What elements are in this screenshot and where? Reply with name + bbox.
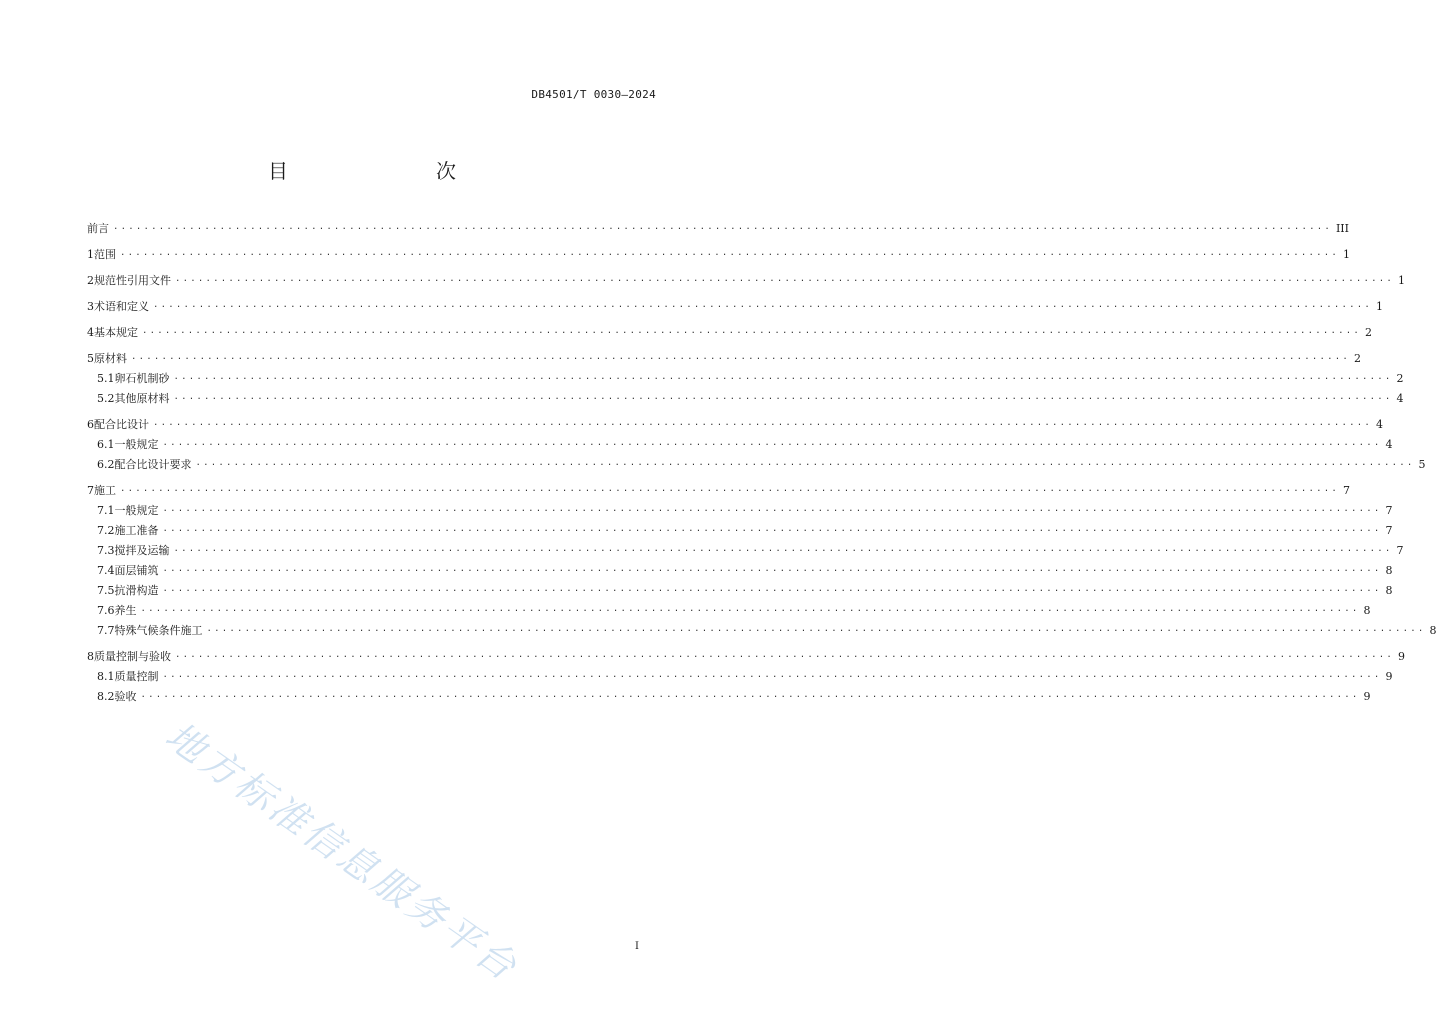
toc-entry-page: 8	[1429, 624, 1436, 637]
toc-leader-dots: ................................................................................................................................................................	[131, 352, 1350, 362]
toc-leader-dots: ................................................................................................................................................................	[162, 504, 1382, 514]
toc-entry-label: 配合比设计要求	[114, 458, 192, 471]
standard-code: DB4501/T 0030—2024	[531, 88, 656, 101]
toc-leader-dots: ................................................................................................................................................................	[153, 300, 1372, 310]
toc-entry-number: 1	[87, 248, 94, 261]
toc-entry-label: 面层铺筑	[114, 564, 159, 577]
toc-leader-dots: ................................................................................................................................................................	[175, 274, 1394, 284]
toc-entry-label: 抗滑构造	[114, 584, 159, 597]
toc-leader-dots: ................................................................................................................................................................	[173, 544, 1393, 554]
toc-entry-number: 7.1	[97, 504, 115, 517]
toc-entry-label: 卵石机制砂	[114, 372, 170, 385]
toc-entry-page: 7	[1385, 504, 1393, 517]
toc-entry-number: 7.5	[97, 584, 115, 597]
toc-entry-number: 7.7	[97, 624, 115, 637]
toc-entry-page: 8	[1385, 564, 1393, 577]
toc-entry-number: 5.2	[97, 392, 115, 405]
toc-entry-label: 其他原材料	[114, 392, 170, 405]
toc-entry-number: 5	[87, 352, 94, 365]
toc-title: 目 次	[268, 159, 492, 183]
toc-entry[interactable]	[87, 502, 1393, 518]
toc-entry[interactable]	[87, 220, 1349, 236]
toc-entry[interactable]	[87, 648, 1405, 664]
toc-entry-label: 规范性引用文件	[94, 274, 171, 287]
toc-entry-number: 2	[87, 274, 94, 287]
toc-entry[interactable]	[87, 622, 1436, 638]
toc-entry-page: 8	[1363, 604, 1371, 617]
toc-entry-label: 施工准备	[114, 524, 159, 537]
toc-entry[interactable]	[87, 298, 1383, 314]
toc-entry[interactable]	[87, 390, 1404, 406]
toc-entry-number: 7	[87, 484, 94, 497]
toc-entry-page: 9	[1385, 670, 1393, 683]
toc-entry-number: 7.6	[97, 604, 115, 617]
toc-entry-page: 2	[1364, 326, 1372, 339]
toc-leader-dots: ................................................................................................................................................................	[162, 584, 1382, 594]
toc-entry-label: 前言	[87, 222, 109, 235]
toc-entry-page: 2	[1396, 372, 1404, 385]
toc-entry-page: 9	[1363, 690, 1371, 703]
toc-entry-page: 7	[1385, 524, 1393, 537]
toc-leader-dots: ................................................................................................................................................................	[173, 372, 1393, 382]
toc-entry-label: 验收	[114, 690, 137, 703]
toc-leader-dots: ................................................................................................................................................................	[140, 604, 1360, 614]
toc-entry-number: 8.1	[97, 670, 115, 683]
toc-entry-label: 质量控制	[114, 670, 159, 683]
toc-entry-page: 5	[1418, 458, 1426, 471]
toc-entry-number: 8	[87, 650, 94, 663]
toc-entry-label: 质量控制与验收	[94, 650, 171, 663]
toc-entry-label: 原材料	[94, 352, 127, 365]
toc-leader-dots: ................................................................................................................................................................	[142, 326, 1361, 336]
toc-entry-number: 6	[87, 418, 94, 431]
toc-entry-number: 7.3	[97, 544, 115, 557]
toc-entry[interactable]	[87, 482, 1350, 498]
toc-entry-page: 8	[1385, 584, 1393, 597]
toc-entry-page: 4	[1396, 392, 1404, 405]
toc-entry[interactable]	[87, 562, 1393, 578]
toc-entry[interactable]	[87, 416, 1383, 432]
toc-entry-label: 配合比设计	[94, 418, 149, 431]
toc-entry-number: 3	[87, 300, 94, 313]
toc-leader-dots: ................................................................................................................................................................	[175, 650, 1394, 660]
toc-entry[interactable]	[87, 246, 1350, 262]
toc-entry-label: 一般规定	[114, 438, 159, 451]
toc-entry[interactable]	[87, 456, 1426, 472]
toc-entry-page: 7	[1396, 544, 1404, 557]
toc-entry-number: 8.2	[97, 690, 115, 703]
toc-entry-label: 养生	[114, 604, 137, 617]
page-number: I	[635, 941, 639, 952]
toc-entry[interactable]	[87, 436, 1393, 452]
toc-leader-dots: ................................................................................................................................................................	[162, 524, 1382, 534]
toc-leader-dots: ................................................................................................................................................................	[173, 392, 1393, 402]
toc-leader-dots: ................................................................................................................................................................	[140, 690, 1360, 700]
toc-leader-dots: ................................................................................................................................................................	[195, 458, 1415, 468]
toc-entry-label: 范围	[94, 248, 116, 261]
toc-entry-number: 6.1	[97, 438, 115, 451]
toc-entry-page: 7	[1342, 484, 1350, 497]
toc-entry[interactable]	[87, 602, 1371, 618]
toc-list	[87, 217, 1436, 704]
toc-entry[interactable]	[87, 688, 1371, 704]
toc-entry-page: 1	[1375, 300, 1383, 313]
toc-entry-page: III	[1335, 222, 1349, 235]
toc-entry[interactable]	[87, 324, 1372, 340]
toc-entry[interactable]	[87, 370, 1404, 386]
toc-entry-number: 7.2	[97, 524, 115, 537]
toc-entry-number: 5.1	[97, 372, 115, 385]
toc-entry-number: 7.4	[97, 564, 115, 577]
toc-entry[interactable]	[87, 542, 1404, 558]
toc-entry-label: 一般规定	[114, 504, 159, 517]
toc-leader-dots: ................................................................................................................................................................	[162, 438, 1382, 448]
toc-entry[interactable]	[87, 350, 1361, 366]
toc-entry[interactable]	[87, 668, 1393, 684]
toc-entry-label: 搅拌及运输	[114, 544, 170, 557]
toc-entry-number: 6.2	[97, 458, 115, 471]
toc-entry[interactable]	[87, 522, 1393, 538]
toc-entry-label: 特殊气候条件施工	[114, 624, 203, 637]
toc-leader-dots: ................................................................................................................................................................	[162, 564, 1382, 574]
toc-leader-dots: ................................................................................................................................................................	[162, 670, 1382, 680]
toc-entry-page: 4	[1375, 418, 1383, 431]
toc-entry[interactable]	[87, 272, 1405, 288]
toc-leader-dots: ................................................................................................................................................................	[113, 222, 1332, 232]
toc-entry[interactable]	[87, 582, 1393, 598]
toc-entry-label: 基本规定	[94, 326, 138, 339]
toc-leader-dots: ................................................................................................................................................................	[206, 624, 1426, 634]
watermark: 地方标准信息服务平台	[157, 713, 527, 991]
toc-entry-page: 4	[1385, 438, 1393, 451]
toc-entry-label: 施工	[94, 484, 116, 497]
toc-leader-dots: ................................................................................................................................................................	[120, 484, 1339, 494]
toc-entry-page: 9	[1397, 650, 1405, 663]
toc-leader-dots: ................................................................................................................................................................	[120, 248, 1339, 258]
toc-entry-number: 4	[87, 326, 94, 339]
toc-leader-dots: ................................................................................................................................................................	[153, 418, 1372, 428]
toc-entry-page: 2	[1353, 352, 1361, 365]
toc-entry-page: 1	[1397, 274, 1405, 287]
toc-entry-label: 术语和定义	[94, 300, 149, 313]
toc-entry-page: 1	[1342, 248, 1350, 261]
